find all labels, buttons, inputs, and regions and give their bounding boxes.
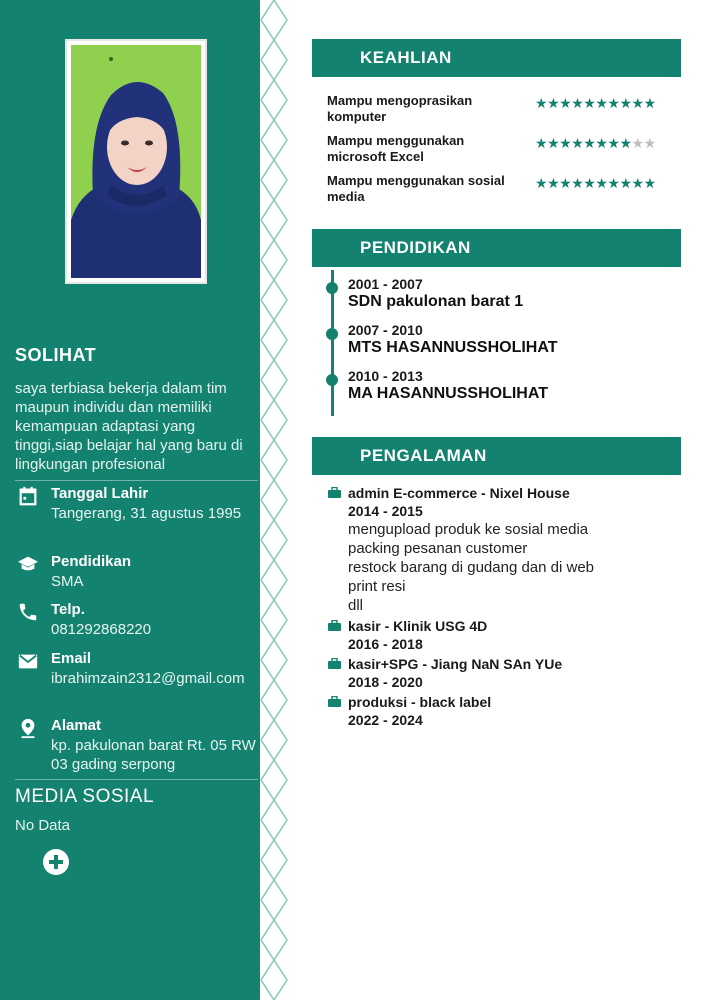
profile-photo: [65, 39, 207, 284]
media-section-title: MEDIA SOSIAL: [15, 786, 155, 807]
experience-title: kasir+SPG - Jiang NaN SAn YUe: [348, 656, 563, 672]
email-icon: [17, 650, 39, 672]
star-filled-icon: ★: [559, 175, 572, 191]
timeline-dot: [326, 328, 338, 340]
add-media-button[interactable]: [43, 849, 69, 875]
experience-years: 2016 - 2018: [348, 636, 423, 652]
experience-description-line: mengupload produk ke sosial media: [348, 521, 589, 538]
experience-title: produksi - black label: [348, 694, 492, 710]
timeline-dot: [326, 374, 338, 386]
briefcase-icon: [328, 658, 341, 669]
star-filled-icon: ★: [643, 95, 656, 111]
star-filled-icon: ★: [535, 95, 548, 111]
info-value: kp. pakulonan barat Rt. 05 RW 03 gading serpong: [51, 737, 256, 773]
star-filled-icon: ★: [547, 175, 560, 191]
star-filled-icon: ★: [607, 135, 620, 151]
star-filled-icon: ★: [559, 135, 572, 151]
experience-description-line: packing pesanan customer: [348, 540, 528, 557]
experience-title: kasir - Klinik USG 4D: [348, 618, 488, 634]
experience-section-header: [312, 437, 681, 475]
experience-description-line: print resi: [348, 578, 406, 595]
section-title: PENGALAMAN: [360, 446, 487, 465]
experience-title: admin E-commerce - Nixel House: [348, 485, 570, 501]
star-filled-icon: ★: [607, 95, 620, 111]
star-filled-icon: ★: [583, 95, 596, 111]
star-filled-icon: ★: [631, 95, 644, 111]
star-filled-icon: ★: [631, 175, 644, 191]
education-school: MA HASANNUSSHOLIHAT: [348, 385, 548, 402]
experience-description: [348, 520, 594, 615]
star-filled-icon: ★: [559, 95, 572, 111]
education-section-header: [312, 229, 681, 267]
skill-rating: [535, 95, 656, 112]
phone-icon: [17, 601, 39, 623]
sidebar: [0, 0, 260, 1000]
star-filled-icon: ★: [595, 175, 608, 191]
media-empty-text: No Data: [15, 817, 71, 834]
info-label: Tanggal Lahir: [51, 485, 149, 502]
education-years: 2010 - 2013: [348, 368, 423, 384]
profile-name: SOLIHAT: [15, 345, 97, 365]
star-filled-icon: ★: [607, 175, 620, 191]
timeline-dot: [326, 282, 338, 294]
calendar-icon: [17, 485, 39, 507]
info-value: 081292868220: [51, 621, 152, 638]
star-filled-icon: ★: [583, 175, 596, 191]
experience-description-line: dll: [348, 597, 364, 614]
info-value: Tangerang, 31 agustus 1995: [51, 505, 242, 522]
info-value: ibrahimzain2312@gmail.com: [51, 670, 245, 687]
star-filled-icon: ★: [535, 135, 548, 151]
briefcase-icon: [328, 487, 341, 498]
star-filled-icon: ★: [619, 95, 632, 111]
education-school: SDN pakulonan barat 1: [348, 293, 524, 310]
decorative-pattern: [260, 0, 288, 1000]
info-label: Email: [51, 650, 92, 667]
skill-name: Mampu mengoprasikan komputer: [327, 93, 473, 124]
sidebar-divider: [15, 480, 258, 481]
skills-section-header: [312, 39, 681, 77]
star-filled-icon: ★: [595, 95, 608, 111]
experience-description-line: restock barang di gudang dan di web: [348, 559, 595, 576]
star-filled-icon: ★: [619, 175, 632, 191]
experience-years: 2018 - 2020: [348, 674, 423, 690]
experience-years: 2022 - 2024: [348, 712, 423, 728]
info-label: Pendidikan: [51, 553, 132, 570]
star-filled-icon: ★: [595, 135, 608, 151]
graduation-cap-icon: [17, 553, 39, 575]
star-filled-icon: ★: [547, 95, 560, 111]
info-value: SMA: [51, 573, 84, 590]
experience-years: 2014 - 2015: [348, 503, 423, 519]
briefcase-icon: [328, 696, 341, 707]
profile-summary: saya terbiasa bekerja dalam tim maupun individu dan memiliki kemampuan adaptasi yang tinggi,siap belajar hal yang baru di lingkungan profesional: [15, 380, 243, 473]
section-title: PENDIDIKAN: [360, 238, 471, 257]
briefcase-icon: [328, 620, 341, 631]
profile-photo-image: [71, 45, 201, 278]
skill-name: Mampu menggunakan sosial media: [327, 173, 505, 204]
star-empty-icon: ★: [631, 135, 644, 151]
star-filled-icon: ★: [571, 135, 584, 151]
info-label: Telp.: [51, 601, 85, 618]
star-filled-icon: ★: [619, 135, 632, 151]
star-filled-icon: ★: [571, 95, 584, 111]
star-empty-icon: ★: [643, 135, 656, 151]
info-label: Alamat: [51, 717, 102, 734]
education-years: 2001 - 2007: [348, 276, 423, 292]
skill-rating: [535, 175, 656, 192]
star-filled-icon: ★: [643, 175, 656, 191]
skill-name: Mampu menggunakan microsoft Excel: [327, 133, 465, 164]
section-title: KEAHLIAN: [360, 48, 452, 67]
star-filled-icon: ★: [583, 135, 596, 151]
education-years: 2007 - 2010: [348, 322, 423, 338]
location-pin-icon: [17, 717, 39, 739]
star-filled-icon: ★: [571, 175, 584, 191]
skill-rating: [535, 135, 656, 152]
star-filled-icon: ★: [535, 175, 548, 191]
sidebar-divider: [15, 779, 258, 780]
education-school: MTS HASANNUSSHOLIHAT: [348, 339, 558, 356]
star-filled-icon: ★: [547, 135, 560, 151]
